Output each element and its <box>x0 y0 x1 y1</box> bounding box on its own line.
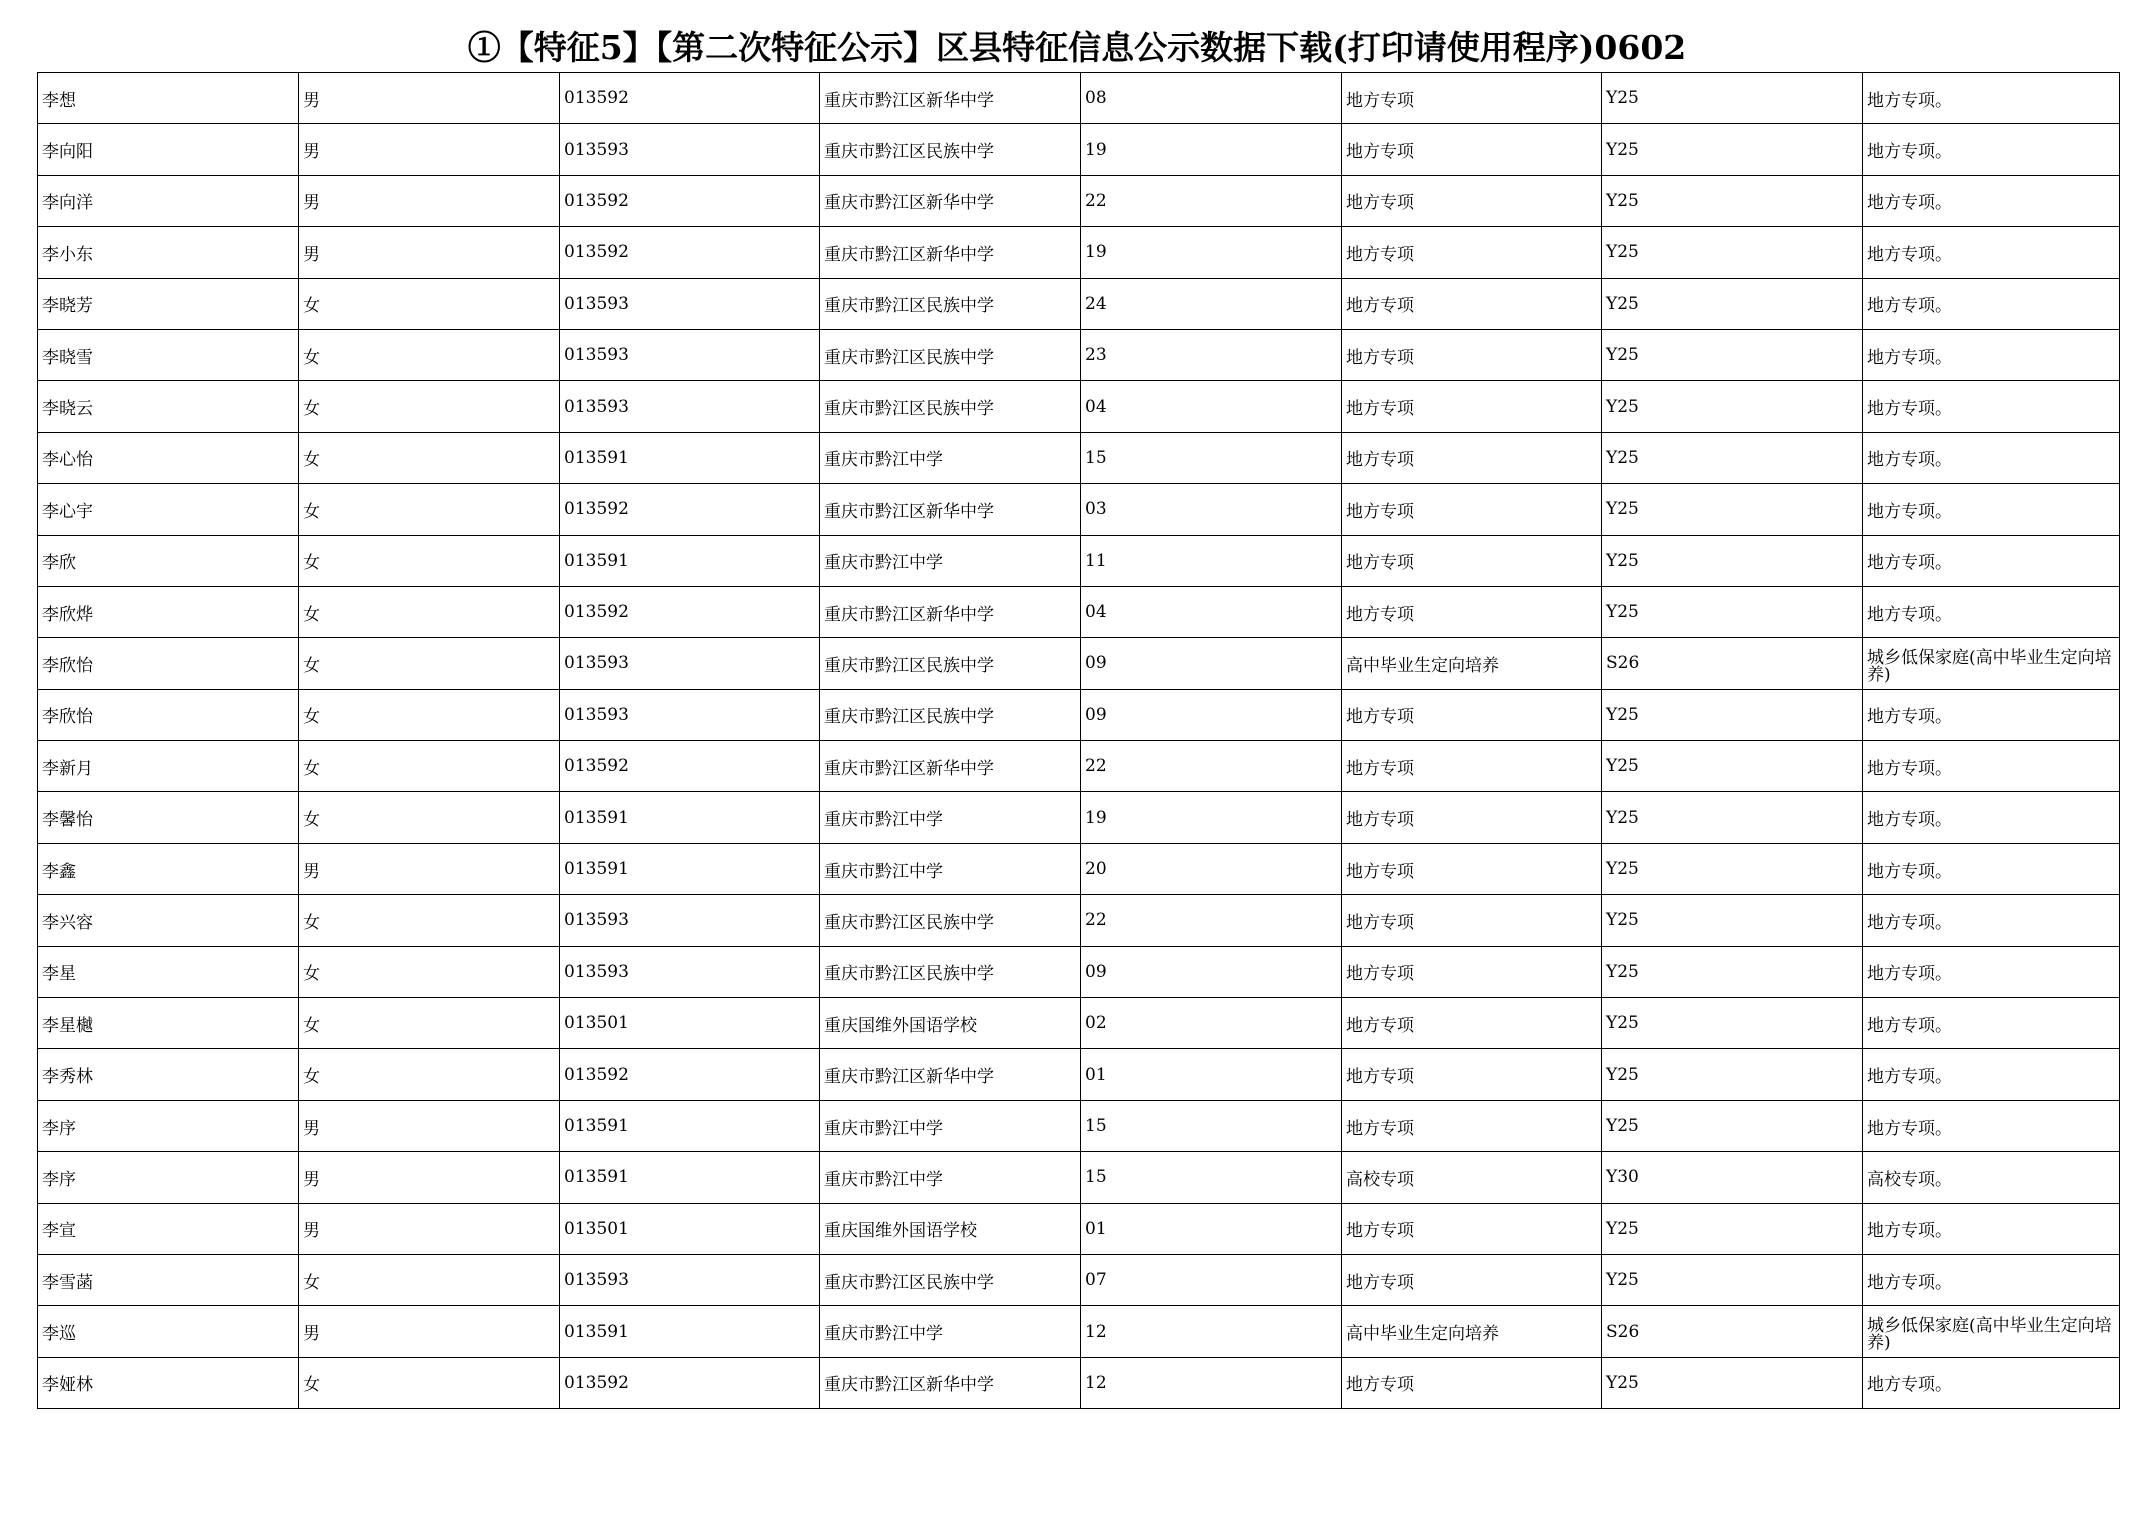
remark-cell: 地方专项。 <box>1863 227 2120 278</box>
type-code-cell: Y25 <box>1602 1049 1863 1100</box>
remark-cell: 地方专项。 <box>1863 586 2120 637</box>
school-cell: 重庆市黔江区民族中学 <box>820 381 1081 432</box>
class-cell: 15 <box>1081 1152 1342 1203</box>
school-cell: 重庆市黔江中学 <box>820 843 1081 894</box>
remark-cell: 地方专项。 <box>1863 1357 2120 1408</box>
name-cell: 李馨怡 <box>38 792 299 843</box>
table-row <box>38 1357 2120 1408</box>
type-code-cell: Y25 <box>1602 227 1863 278</box>
remark-cell: 城乡低保家庭(高中毕业生定向培养) <box>1863 638 2120 689</box>
type-code-cell: Y25 <box>1602 1203 1863 1254</box>
table-row <box>38 998 2120 1049</box>
remark-cell: 地方专项。 <box>1863 73 2120 124</box>
table-row <box>38 381 2120 432</box>
category-cell: 地方专项 <box>1342 689 1602 740</box>
code-cell: 013591 <box>560 535 820 586</box>
type-code-cell: Y25 <box>1602 946 1863 997</box>
remark-cell: 地方专项。 <box>1863 792 2120 843</box>
table-row <box>38 278 2120 329</box>
remark-cell: 地方专项。 <box>1863 946 2120 997</box>
class-cell: 20 <box>1081 843 1342 894</box>
school-cell: 重庆市黔江区新华中学 <box>820 73 1081 124</box>
category-cell: 高校专项 <box>1342 1152 1602 1203</box>
table-row <box>38 175 2120 226</box>
gender-cell: 男 <box>299 124 560 175</box>
class-cell: 04 <box>1081 586 1342 637</box>
gender-cell: 男 <box>299 1100 560 1151</box>
class-cell: 12 <box>1081 1357 1342 1408</box>
category-cell: 地方专项 <box>1342 1100 1602 1151</box>
table-row <box>38 1203 2120 1254</box>
table-row <box>38 741 2120 792</box>
category-cell: 地方专项 <box>1342 278 1602 329</box>
name-cell: 李晓雪 <box>38 329 299 380</box>
type-code-cell: Y25 <box>1602 381 1863 432</box>
table-row <box>38 124 2120 175</box>
code-cell: 013591 <box>560 1306 820 1357</box>
category-cell: 地方专项 <box>1342 329 1602 380</box>
class-cell: 22 <box>1081 895 1342 946</box>
code-cell: 013592 <box>560 741 820 792</box>
code-cell: 013501 <box>560 998 820 1049</box>
code-cell: 013501 <box>560 1203 820 1254</box>
gender-cell: 女 <box>299 792 560 843</box>
table-row <box>38 1152 2120 1203</box>
name-cell: 李序 <box>38 1100 299 1151</box>
table-row <box>38 1306 2120 1357</box>
type-code-cell: S26 <box>1602 1306 1863 1357</box>
type-code-cell: Y25 <box>1602 278 1863 329</box>
code-cell: 013591 <box>560 1100 820 1151</box>
remark-cell: 地方专项。 <box>1863 741 2120 792</box>
school-cell: 重庆市黔江区民族中学 <box>820 1254 1081 1305</box>
school-cell: 重庆国维外国语学校 <box>820 1203 1081 1254</box>
name-cell: 李欣 <box>38 535 299 586</box>
class-cell: 19 <box>1081 124 1342 175</box>
category-cell: 地方专项 <box>1342 1357 1602 1408</box>
type-code-cell: Y25 <box>1602 843 1863 894</box>
gender-cell: 女 <box>299 689 560 740</box>
remark-cell: 地方专项。 <box>1863 432 2120 483</box>
category-cell: 地方专项 <box>1342 843 1602 894</box>
class-cell: 09 <box>1081 638 1342 689</box>
class-cell: 07 <box>1081 1254 1342 1305</box>
class-cell: 01 <box>1081 1203 1342 1254</box>
category-cell: 地方专项 <box>1342 73 1602 124</box>
category-cell: 地方专项 <box>1342 586 1602 637</box>
type-code-cell: S26 <box>1602 638 1863 689</box>
class-cell: 04 <box>1081 381 1342 432</box>
school-cell: 重庆市黔江中学 <box>820 535 1081 586</box>
name-cell: 李巡 <box>38 1306 299 1357</box>
category-cell: 地方专项 <box>1342 484 1602 535</box>
school-cell: 重庆市黔江区民族中学 <box>820 689 1081 740</box>
category-cell: 地方专项 <box>1342 432 1602 483</box>
school-cell: 重庆市黔江区新华中学 <box>820 586 1081 637</box>
table-row <box>38 1254 2120 1305</box>
name-cell: 李新月 <box>38 741 299 792</box>
table-row <box>38 638 2120 689</box>
category-cell: 地方专项 <box>1342 895 1602 946</box>
school-cell: 重庆市黔江区民族中学 <box>820 638 1081 689</box>
class-cell: 08 <box>1081 73 1342 124</box>
code-cell: 013592 <box>560 484 820 535</box>
remark-cell: 地方专项。 <box>1863 329 2120 380</box>
remark-cell: 地方专项。 <box>1863 689 2120 740</box>
code-cell: 013593 <box>560 329 820 380</box>
page-title: ①【特征5】【第二次特征公示】区县特征信息公示数据下载(打印请使用程序)0602 <box>467 28 1687 67</box>
remark-cell: 高校专项。 <box>1863 1152 2120 1203</box>
gender-cell: 男 <box>299 227 560 278</box>
remark-cell: 地方专项。 <box>1863 484 2120 535</box>
class-cell: 11 <box>1081 535 1342 586</box>
class-cell: 02 <box>1081 998 1342 1049</box>
type-code-cell: Y25 <box>1602 689 1863 740</box>
remark-cell: 地方专项。 <box>1863 175 2120 226</box>
type-code-cell: Y25 <box>1602 175 1863 226</box>
category-cell: 地方专项 <box>1342 946 1602 997</box>
code-cell: 013592 <box>560 227 820 278</box>
code-cell: 013593 <box>560 381 820 432</box>
category-cell: 高中毕业生定向培养 <box>1342 1306 1602 1357</box>
name-cell: 李序 <box>38 1152 299 1203</box>
gender-cell: 男 <box>299 1306 560 1357</box>
gender-cell: 女 <box>299 638 560 689</box>
school-cell: 重庆市黔江区新华中学 <box>820 1049 1081 1100</box>
code-cell: 013593 <box>560 1254 820 1305</box>
remark-cell: 地方专项。 <box>1863 1203 2120 1254</box>
type-code-cell: Y25 <box>1602 741 1863 792</box>
school-cell: 重庆市黔江区新华中学 <box>820 484 1081 535</box>
gender-cell: 女 <box>299 535 560 586</box>
type-code-cell: Y25 <box>1602 329 1863 380</box>
gender-cell: 女 <box>299 278 560 329</box>
school-cell: 重庆市黔江区新华中学 <box>820 227 1081 278</box>
code-cell: 013591 <box>560 1152 820 1203</box>
category-cell: 地方专项 <box>1342 1254 1602 1305</box>
table-row <box>38 329 2120 380</box>
remark-cell: 地方专项。 <box>1863 278 2120 329</box>
type-code-cell: Y25 <box>1602 792 1863 843</box>
code-cell: 013592 <box>560 586 820 637</box>
code-cell: 013593 <box>560 278 820 329</box>
class-cell: 22 <box>1081 741 1342 792</box>
table-row <box>38 484 2120 535</box>
category-cell: 地方专项 <box>1342 124 1602 175</box>
table-body <box>38 73 2120 1409</box>
class-cell: 09 <box>1081 946 1342 997</box>
category-cell: 地方专项 <box>1342 381 1602 432</box>
remark-cell: 地方专项。 <box>1863 381 2120 432</box>
name-cell: 李宣 <box>38 1203 299 1254</box>
name-cell: 李娅林 <box>38 1357 299 1408</box>
school-cell: 重庆国维外国语学校 <box>820 998 1081 1049</box>
table-row <box>38 586 2120 637</box>
type-code-cell: Y25 <box>1602 1100 1863 1151</box>
code-cell: 013591 <box>560 843 820 894</box>
table-row <box>38 432 2120 483</box>
gender-cell: 男 <box>299 175 560 226</box>
remark-cell: 地方专项。 <box>1863 843 2120 894</box>
data-table <box>37 72 2120 1409</box>
gender-cell: 女 <box>299 946 560 997</box>
category-cell: 地方专项 <box>1342 741 1602 792</box>
school-cell: 重庆市黔江区民族中学 <box>820 124 1081 175</box>
category-cell: 高中毕业生定向培养 <box>1342 638 1602 689</box>
class-cell: 23 <box>1081 329 1342 380</box>
category-cell: 地方专项 <box>1342 792 1602 843</box>
type-code-cell: Y25 <box>1602 1357 1863 1408</box>
gender-cell: 女 <box>299 1049 560 1100</box>
name-cell: 李欣怡 <box>38 638 299 689</box>
table-row <box>38 1100 2120 1151</box>
type-code-cell: Y25 <box>1602 895 1863 946</box>
name-cell: 李向阳 <box>38 124 299 175</box>
gender-cell: 男 <box>299 843 560 894</box>
school-cell: 重庆市黔江中学 <box>820 1306 1081 1357</box>
type-code-cell: Y25 <box>1602 1254 1863 1305</box>
type-code-cell: Y25 <box>1602 998 1863 1049</box>
name-cell: 李心怡 <box>38 432 299 483</box>
gender-cell: 女 <box>299 329 560 380</box>
remark-cell: 地方专项。 <box>1863 1049 2120 1100</box>
name-cell: 李星樾 <box>38 998 299 1049</box>
category-cell: 地方专项 <box>1342 1203 1602 1254</box>
code-cell: 013591 <box>560 792 820 843</box>
table-row <box>38 946 2120 997</box>
table-row <box>38 227 2120 278</box>
name-cell: 李欣烨 <box>38 586 299 637</box>
type-code-cell: Y25 <box>1602 73 1863 124</box>
table-row <box>38 535 2120 586</box>
class-cell: 15 <box>1081 432 1342 483</box>
name-cell: 李晓云 <box>38 381 299 432</box>
class-cell: 24 <box>1081 278 1342 329</box>
code-cell: 013592 <box>560 175 820 226</box>
class-cell: 12 <box>1081 1306 1342 1357</box>
code-cell: 013593 <box>560 946 820 997</box>
remark-cell: 地方专项。 <box>1863 535 2120 586</box>
name-cell: 李想 <box>38 73 299 124</box>
category-cell: 地方专项 <box>1342 998 1602 1049</box>
name-cell: 李向洋 <box>38 175 299 226</box>
type-code-cell: Y30 <box>1602 1152 1863 1203</box>
name-cell: 李欣怡 <box>38 689 299 740</box>
school-cell: 重庆市黔江中学 <box>820 1100 1081 1151</box>
type-code-cell: Y25 <box>1602 484 1863 535</box>
code-cell: 013593 <box>560 638 820 689</box>
type-code-cell: Y25 <box>1602 535 1863 586</box>
table-row <box>38 1049 2120 1100</box>
remark-cell: 地方专项。 <box>1863 895 2120 946</box>
name-cell: 李晓芳 <box>38 278 299 329</box>
category-cell: 地方专项 <box>1342 535 1602 586</box>
remark-cell: 地方专项。 <box>1863 1100 2120 1151</box>
code-cell: 013593 <box>560 689 820 740</box>
school-cell: 重庆市黔江区新华中学 <box>820 741 1081 792</box>
gender-cell: 女 <box>299 998 560 1049</box>
name-cell: 李兴容 <box>38 895 299 946</box>
table-row <box>38 73 2120 124</box>
school-cell: 重庆市黔江中学 <box>820 1152 1081 1203</box>
code-cell: 013592 <box>560 1357 820 1408</box>
gender-cell: 女 <box>299 895 560 946</box>
gender-cell: 女 <box>299 1254 560 1305</box>
name-cell: 李星 <box>38 946 299 997</box>
remark-cell: 地方专项。 <box>1863 1254 2120 1305</box>
remark-cell: 地方专项。 <box>1863 124 2120 175</box>
code-cell: 013593 <box>560 124 820 175</box>
name-cell: 李鑫 <box>38 843 299 894</box>
gender-cell: 女 <box>299 586 560 637</box>
table-row <box>38 689 2120 740</box>
category-cell: 地方专项 <box>1342 175 1602 226</box>
gender-cell: 女 <box>299 432 560 483</box>
class-cell: 22 <box>1081 175 1342 226</box>
name-cell: 李小东 <box>38 227 299 278</box>
remark-cell: 地方专项。 <box>1863 998 2120 1049</box>
gender-cell: 女 <box>299 741 560 792</box>
class-cell: 15 <box>1081 1100 1342 1151</box>
category-cell: 地方专项 <box>1342 1049 1602 1100</box>
school-cell: 重庆市黔江区新华中学 <box>820 175 1081 226</box>
class-cell: 19 <box>1081 227 1342 278</box>
type-code-cell: Y25 <box>1602 586 1863 637</box>
school-cell: 重庆市黔江区民族中学 <box>820 278 1081 329</box>
class-cell: 19 <box>1081 792 1342 843</box>
school-cell: 重庆市黔江区民族中学 <box>820 895 1081 946</box>
school-cell: 重庆市黔江中学 <box>820 432 1081 483</box>
class-cell: 03 <box>1081 484 1342 535</box>
remark-cell: 城乡低保家庭(高中毕业生定向培养) <box>1863 1306 2120 1357</box>
gender-cell: 女 <box>299 484 560 535</box>
name-cell: 李心宇 <box>38 484 299 535</box>
gender-cell: 男 <box>299 1203 560 1254</box>
category-cell: 地方专项 <box>1342 227 1602 278</box>
gender-cell: 男 <box>299 1152 560 1203</box>
class-cell: 09 <box>1081 689 1342 740</box>
table-row <box>38 792 2120 843</box>
class-cell: 01 <box>1081 1049 1342 1100</box>
name-cell: 李雪菡 <box>38 1254 299 1305</box>
gender-cell: 男 <box>299 73 560 124</box>
code-cell: 013592 <box>560 73 820 124</box>
name-cell: 李秀林 <box>38 1049 299 1100</box>
code-cell: 013593 <box>560 895 820 946</box>
type-code-cell: Y25 <box>1602 124 1863 175</box>
code-cell: 013592 <box>560 1049 820 1100</box>
school-cell: 重庆市黔江区民族中学 <box>820 946 1081 997</box>
table-row <box>38 843 2120 894</box>
gender-cell: 女 <box>299 381 560 432</box>
type-code-cell: Y25 <box>1602 432 1863 483</box>
school-cell: 重庆市黔江区民族中学 <box>820 329 1081 380</box>
school-cell: 重庆市黔江中学 <box>820 792 1081 843</box>
table-row <box>38 895 2120 946</box>
school-cell: 重庆市黔江区新华中学 <box>820 1357 1081 1408</box>
code-cell: 013591 <box>560 432 820 483</box>
gender-cell: 女 <box>299 1357 560 1408</box>
